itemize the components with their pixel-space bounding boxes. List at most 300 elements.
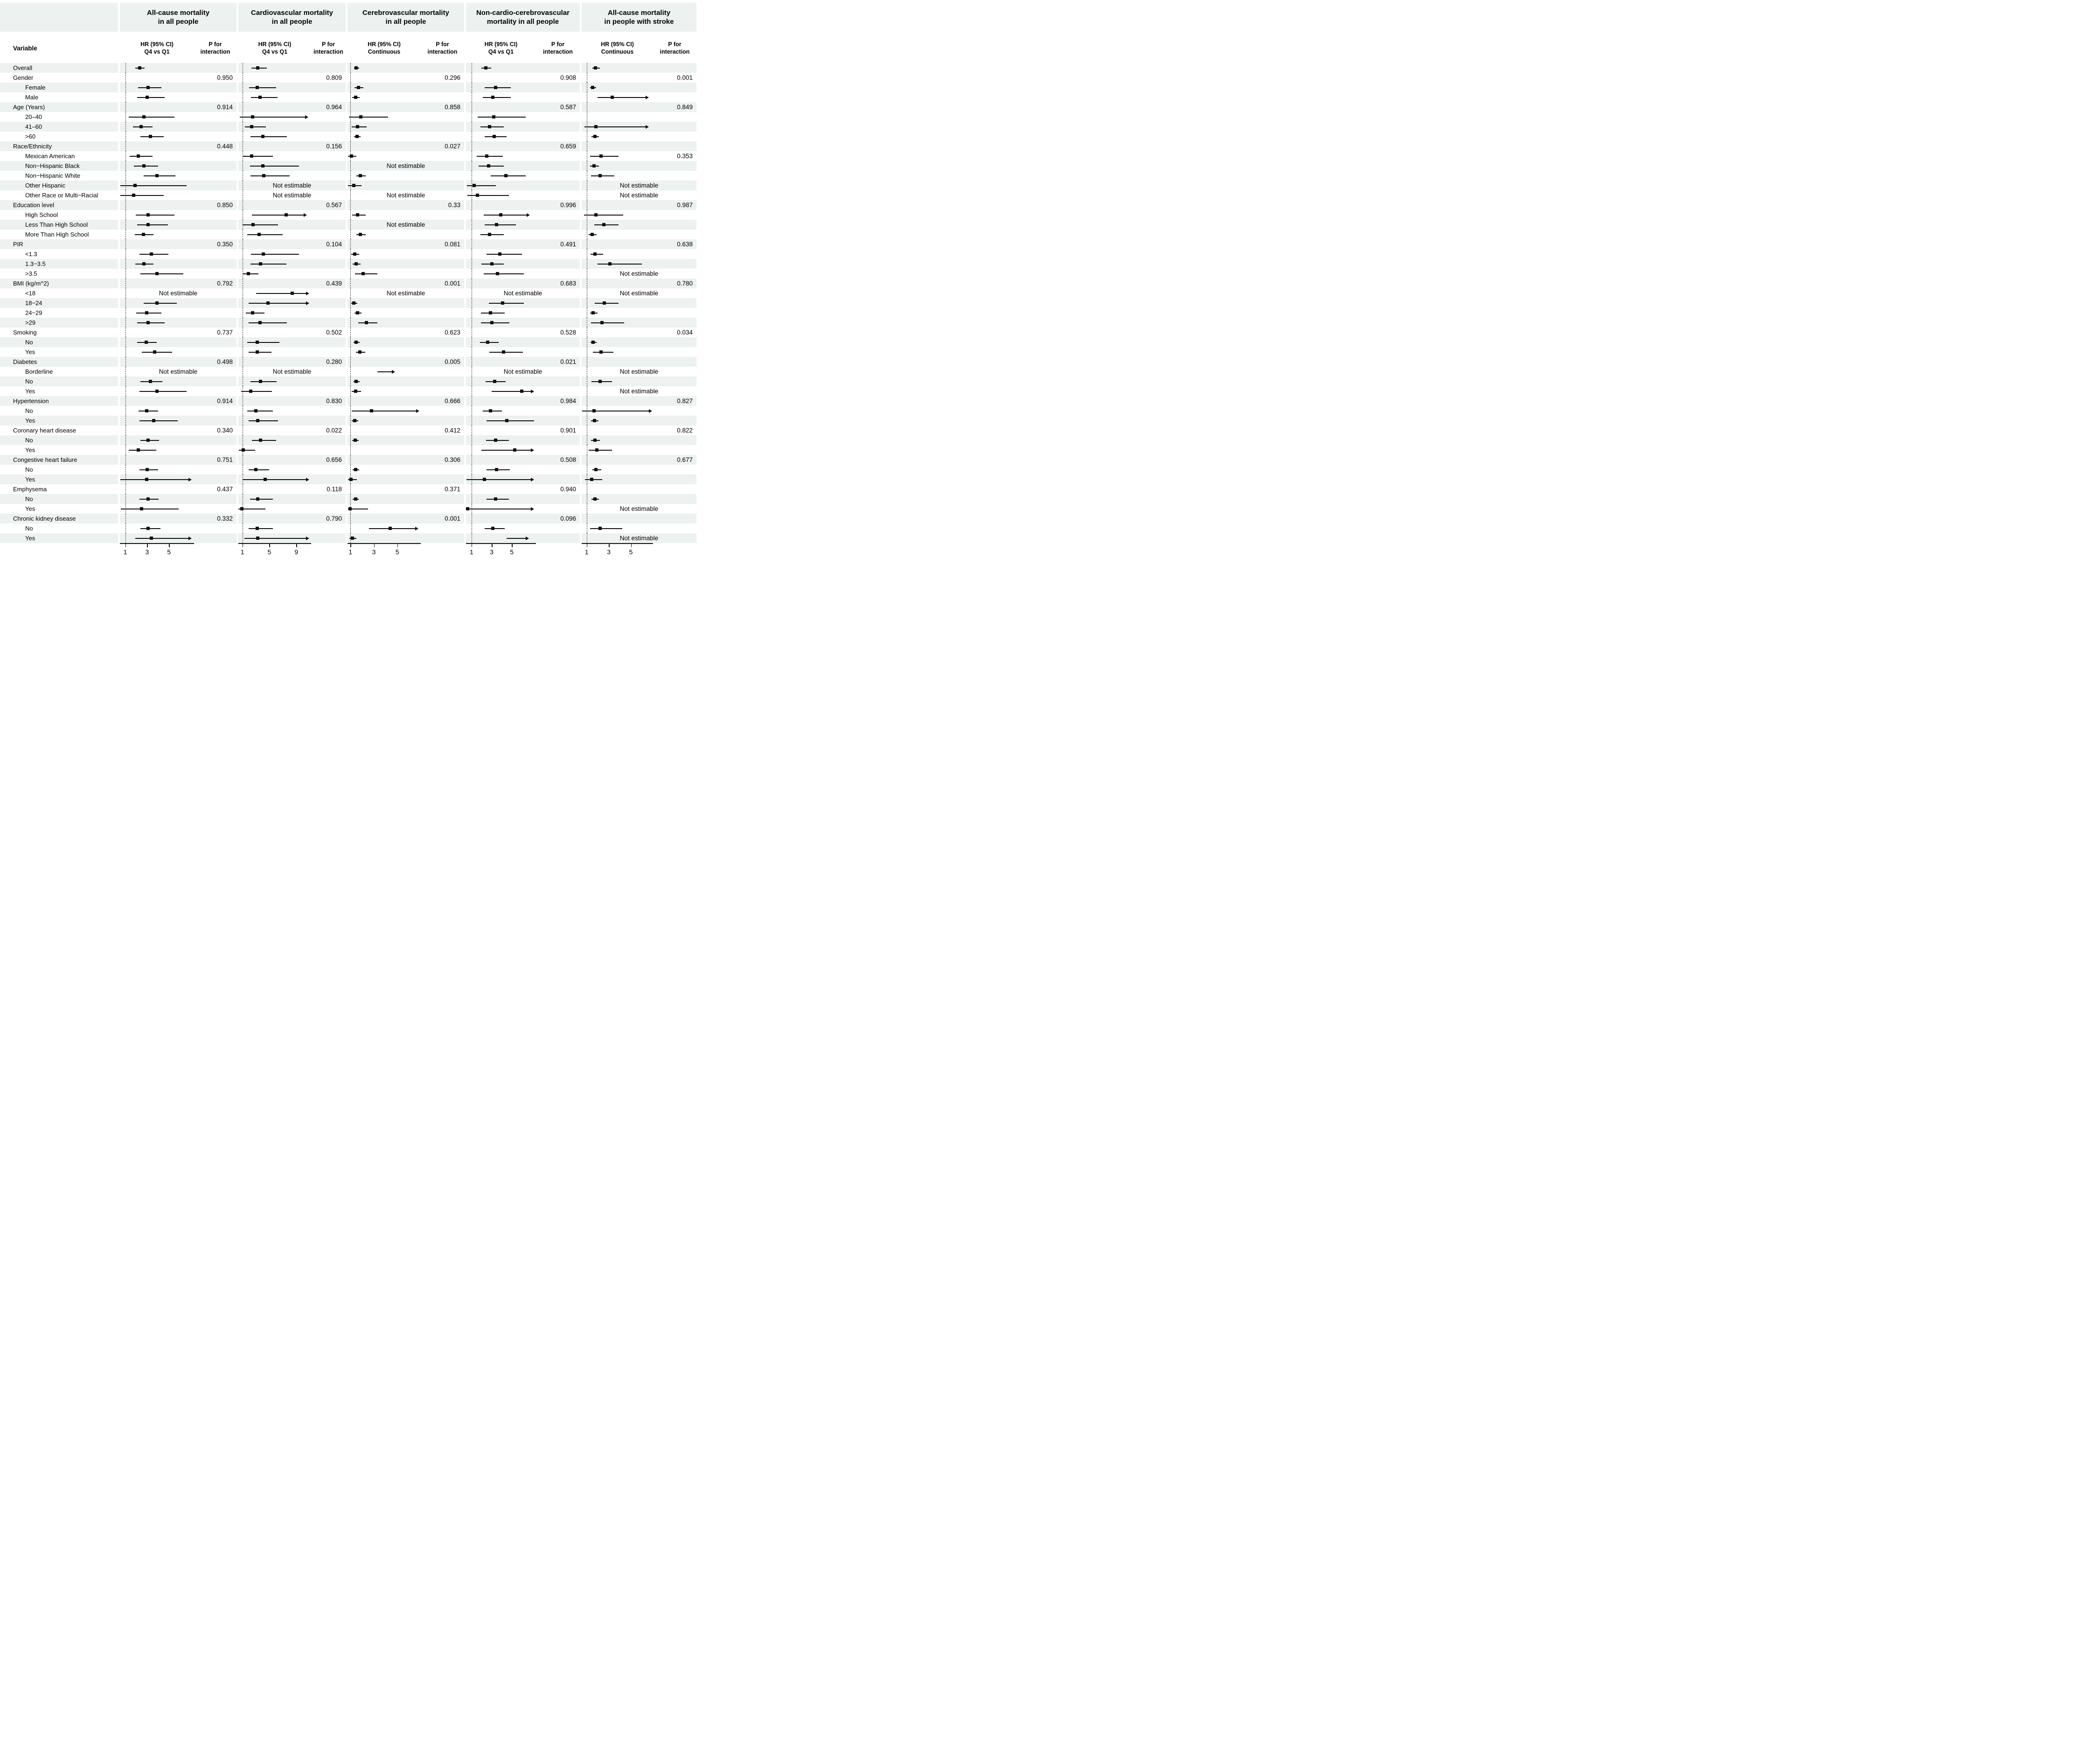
forest-panel-cell: [582, 63, 696, 73]
forest-panel-cell: [238, 200, 346, 210]
forest-panel-cell: [348, 190, 464, 200]
point-estimate-marker: [146, 96, 149, 99]
forest-plot-cell: [466, 455, 536, 465]
estimate-header-line: Continuous: [601, 49, 634, 55]
forest-panel-cell: [120, 112, 236, 122]
p-value: 0.659: [560, 143, 576, 150]
reference-line: [125, 523, 126, 533]
forest-panel-cell: [348, 298, 464, 308]
forest-plot-cell: [582, 445, 653, 455]
forest-plot-cell: [582, 132, 653, 141]
reference-line: [125, 83, 126, 92]
forest-panel-cell: [466, 171, 580, 181]
forest-plot-cell: [466, 484, 536, 494]
point-estimate-marker: [146, 497, 150, 501]
reference-line: [350, 386, 351, 396]
p-value: 0.850: [217, 202, 233, 209]
forest-plot-cell: [120, 386, 194, 396]
reference-line: [350, 73, 351, 83]
p-value: 0.914: [217, 104, 233, 111]
table-row: [0, 249, 696, 259]
table-row: [0, 533, 696, 543]
forest-panel-cell: [582, 425, 696, 435]
forest-plot-cell: [120, 230, 194, 239]
point-estimate-marker: [247, 272, 250, 275]
point-estimate-marker: [146, 439, 150, 442]
p-value: 0.587: [560, 104, 576, 111]
estimate-header-line: HR (95% CI): [258, 41, 292, 48]
point-estimate-marker: [348, 507, 352, 510]
ci-line: [585, 479, 602, 480]
ci-line: [249, 322, 287, 323]
reference-line: [125, 102, 126, 112]
p-value-cell: [536, 455, 580, 465]
p-value: 0.001: [445, 280, 460, 287]
point-estimate-marker: [285, 213, 288, 216]
point-estimate-marker: [594, 468, 598, 471]
forest-plot-cell: [348, 406, 421, 416]
forest-plot-cell: [120, 318, 194, 328]
forest-panel-cell: [348, 200, 464, 210]
p-value-cell: [421, 514, 464, 523]
forest-panel-cell: [238, 357, 346, 367]
forest-panel-cell: [348, 396, 464, 406]
forest-plot-cell: [120, 474, 194, 484]
table-row: [0, 514, 696, 523]
forest-panel-cell: [238, 425, 346, 435]
p-value-cell: [421, 73, 464, 83]
p-value: 0.448: [217, 143, 233, 150]
forest-panel-cell: [582, 494, 696, 504]
forest-panel-cell: [348, 318, 464, 328]
forest-plot-cell: [348, 523, 421, 533]
forest-plot-cell: [466, 494, 536, 504]
forest-panel-cell: [120, 533, 236, 543]
forest-panel-cell: [120, 377, 236, 386]
forest-panel-cell: [348, 269, 464, 279]
forest-plot-cell: [582, 357, 653, 367]
forest-panel-cell: [238, 83, 346, 92]
forest-plot-cell: [238, 259, 311, 269]
p-value-cell: [421, 328, 464, 337]
row-label: Yes: [25, 349, 35, 356]
ci-line: [129, 450, 157, 451]
p-value: 0.001: [445, 515, 460, 522]
forest-panel-cell: [120, 328, 236, 337]
forest-panel-cell: [238, 504, 346, 514]
ci-line: [250, 166, 299, 167]
row-label: >29: [0, 318, 118, 328]
panel-title-all-cause: [120, 3, 236, 32]
forest-plot-cell: [120, 210, 194, 220]
forest-plot-cell: [582, 190, 653, 200]
forest-plot-cell: [238, 367, 311, 377]
forest-panel-cell: [466, 523, 580, 533]
reference-line: [350, 406, 351, 416]
point-estimate-marker: [146, 321, 150, 324]
point-estimate-marker: [594, 213, 598, 216]
reference-line: [350, 435, 351, 445]
reference-line: [125, 249, 126, 259]
forest-panel-cell: [466, 396, 580, 406]
forest-panel-cell: [238, 249, 346, 259]
ci-line: [507, 538, 526, 539]
point-estimate-marker: [488, 233, 491, 236]
table-row: [0, 445, 696, 455]
forest-panel-cell: [582, 83, 696, 92]
ci-line: [251, 254, 299, 255]
estimate-column-header: [120, 33, 194, 63]
reference-line: [125, 533, 126, 543]
row-label: <18: [25, 290, 36, 297]
forest-plot-cell: [348, 210, 421, 220]
point-estimate-marker: [155, 301, 159, 305]
row-label: Less Than High School: [0, 220, 118, 230]
p-value-cell: [421, 484, 464, 494]
forest-plot-cell: [348, 269, 421, 279]
p-value-cell: [536, 200, 580, 210]
row-label: No: [25, 466, 33, 473]
forest-plot-cell: [582, 455, 653, 465]
p-value-cell: [653, 328, 696, 337]
p-value-cell: [194, 102, 236, 112]
row-label: Other Race or Multi−Racial: [25, 192, 98, 199]
forest-plot-cell: [238, 455, 311, 465]
forest-plot-cell: [238, 494, 311, 504]
ci-line: [485, 87, 511, 88]
point-estimate-marker: [598, 527, 602, 530]
point-estimate-marker: [149, 380, 152, 383]
axis-tick: [609, 544, 610, 547]
forest-plot-cell: [120, 190, 194, 200]
ci-line: [245, 126, 266, 127]
p-value-cell: [536, 141, 580, 151]
forest-plot-cell: [466, 259, 536, 269]
forest-plot-cell: [120, 239, 194, 249]
p-value: 0.371: [445, 486, 460, 493]
forest-plot-cell: [466, 230, 536, 239]
ci-line: [480, 342, 499, 343]
p-value-cell: [311, 425, 346, 435]
forest-panel-cell: [348, 161, 464, 171]
forest-panel-cell: [348, 220, 464, 230]
axis-tick-label: 3: [372, 548, 376, 556]
forest-plot-cell: [466, 210, 536, 220]
forest-plot-cell: [120, 181, 194, 190]
point-estimate-marker: [258, 96, 262, 99]
forest-plot-cell: [120, 406, 194, 416]
forest-plot-cell: [238, 396, 311, 406]
point-estimate-marker: [251, 311, 254, 314]
row-label: Overall: [0, 63, 118, 73]
forest-plot-cell: [120, 523, 194, 533]
p-value-cell: [653, 239, 696, 249]
ci-line: [352, 126, 367, 127]
point-estimate-marker: [259, 262, 262, 265]
p-value-cell: [311, 396, 346, 406]
reference-line: [125, 337, 126, 347]
point-estimate-marker: [359, 115, 362, 119]
p-value: 0.683: [560, 280, 576, 287]
arrow-right-icon: [416, 409, 419, 413]
forest-panel-cell: [238, 406, 346, 416]
forest-plot-cell: [466, 308, 536, 318]
ci-line: [598, 264, 642, 265]
estimate-header-line: HR (95% CI): [484, 41, 518, 48]
forest-plot-cell: [466, 151, 536, 161]
point-estimate-marker: [359, 233, 362, 236]
ci-line: [244, 538, 306, 539]
ci-line: [135, 538, 189, 539]
forest-panel-cell: [466, 377, 580, 386]
forest-plot-cell: [348, 73, 421, 83]
reference-line: [350, 269, 351, 279]
point-estimate-marker: [594, 66, 597, 70]
forest-panel-cell: [582, 445, 696, 455]
forest-plot-cell: [348, 151, 421, 161]
p-value-cell: [421, 455, 464, 465]
forest-panel-cell: [238, 63, 346, 73]
forest-plot-cell: [348, 230, 421, 239]
forest-plot-cell: [238, 210, 311, 220]
reference-line: [125, 63, 126, 73]
forest-plot-cell: [582, 210, 653, 220]
row-label: More Than High School: [25, 231, 89, 238]
forest-plot-cell: [238, 112, 311, 122]
forest-panel-cell: [120, 425, 236, 435]
reference-line: [125, 357, 126, 367]
forest-panel-cell: [582, 533, 696, 543]
forest-plot-cell: [238, 92, 311, 102]
forest-plot-cell: [120, 220, 194, 230]
forest-panel-cell: [120, 523, 236, 533]
forest-plot-cell: [238, 102, 311, 112]
ci-line: [137, 322, 164, 323]
p-value: 0.332: [217, 515, 233, 522]
axis-panel-cell: [466, 543, 580, 565]
forest-panel-cell: [120, 239, 236, 249]
p-value: 0.412: [445, 427, 460, 434]
p-header-line: P for: [209, 41, 222, 48]
point-estimate-marker: [262, 252, 265, 256]
point-estimate-marker: [149, 135, 152, 138]
table-row: [0, 484, 696, 494]
estimate-header-line: HR (95% CI): [601, 41, 634, 48]
reference-line: [125, 122, 126, 132]
forest-plot-cell: [582, 269, 653, 279]
reference-line: [350, 210, 351, 220]
forest-panel-cell: [466, 435, 580, 445]
forest-plot-cell: [582, 494, 653, 504]
table-row: [0, 220, 696, 230]
axis-tick-label: 5: [167, 548, 171, 556]
point-estimate-marker: [251, 223, 255, 226]
forest-plot-cell: [348, 298, 421, 308]
ci-line: [137, 97, 164, 98]
forest-plot-cell: [238, 308, 311, 318]
forest-panel-cell: [238, 73, 346, 83]
forest-plot-cell: [238, 465, 311, 474]
forest-plot-cell: [348, 445, 421, 455]
p-value-cell: [421, 102, 464, 112]
point-estimate-marker: [493, 380, 496, 383]
forest-panel-cell: [466, 514, 580, 523]
point-estimate-marker: [484, 66, 487, 70]
forest-plot-cell: [582, 377, 653, 386]
forest-plot-cell: [348, 220, 421, 230]
ci-line: [252, 440, 276, 441]
forest-plot-cell: [582, 279, 653, 288]
p-interaction-column-header: [311, 33, 346, 63]
forest-plot-cell: [466, 83, 536, 92]
forest-plot-cell: [582, 259, 653, 269]
forest-panel-cell: [120, 151, 236, 161]
forest-plot-cell: [238, 122, 311, 132]
point-estimate-marker: [593, 419, 596, 422]
p-value-cell: [653, 102, 696, 112]
ci-line: [483, 97, 511, 98]
p-value: 0.491: [560, 241, 576, 248]
p-header-line: P for: [436, 41, 449, 48]
forest-plot-cell: [582, 465, 653, 474]
forest-plot-cell: [466, 132, 536, 141]
forest-plot-cell: [238, 73, 311, 83]
forest-plot-cell: [466, 112, 536, 122]
forest-panel-cell: [466, 337, 580, 347]
not-estimable-text: Not estimable: [272, 182, 312, 189]
point-estimate-marker: [142, 164, 146, 167]
point-estimate-marker: [489, 311, 492, 314]
forest-panel-cell: [582, 288, 696, 298]
p-interaction-column-header: [194, 33, 236, 63]
forest-panel-cell: [466, 220, 580, 230]
p-value: 0.33: [448, 202, 460, 209]
forest-panel-cell: [348, 181, 464, 190]
forest-plot-cell: [120, 357, 194, 367]
forest-plot-cell: [120, 484, 194, 494]
forest-panel-cell: [238, 161, 346, 171]
forest-panel-cell: [348, 239, 464, 249]
axis-tick-label: 1: [584, 548, 589, 556]
p-value: 0.677: [677, 456, 693, 463]
ci-line: [140, 528, 160, 529]
point-estimate-marker: [257, 233, 261, 236]
ci-line: [485, 224, 516, 225]
arrow-right-icon: [646, 96, 649, 99]
table-row: [0, 92, 696, 102]
ci-line: [491, 175, 526, 176]
variable-column-header: Variable: [13, 44, 37, 52]
point-estimate-marker: [485, 154, 488, 158]
forest-plot-cell: [582, 63, 653, 73]
row-label: Yes: [0, 416, 118, 425]
table-row: [0, 161, 696, 171]
ci-line: [136, 313, 161, 314]
p-value-cell: [536, 328, 580, 337]
forest-panel-cell: [466, 63, 580, 73]
row-label: Gender: [13, 74, 34, 81]
panel-title-line: Cardiovascular mortality: [251, 9, 333, 17]
ci-line: [485, 528, 505, 529]
forest-panel-cell: [466, 288, 580, 298]
forest-panel-cell: [348, 83, 464, 92]
p-value-cell: [536, 396, 580, 406]
forest-plot-cell: [348, 455, 421, 465]
forest-plot-cell: [238, 533, 311, 543]
ci-line: [243, 479, 306, 480]
panel-title-stroke: [582, 3, 696, 32]
forest-plot-cell: [120, 504, 194, 514]
point-estimate-marker: [133, 184, 137, 187]
ci-line: [249, 303, 306, 304]
point-estimate-marker: [350, 154, 353, 158]
forest-plot-cell: [582, 504, 653, 514]
estimate-column-header: [582, 33, 653, 63]
forest-plot-cell: [238, 200, 311, 210]
forest-panel-cell: [466, 132, 580, 141]
reference-line: [125, 465, 126, 474]
forest-panel-cell: [238, 445, 346, 455]
ci-line: [481, 450, 531, 451]
p-value-cell: [421, 200, 464, 210]
point-estimate-marker: [256, 497, 259, 501]
forest-plot-cell: [348, 249, 421, 259]
row-label: Hypertension: [0, 396, 118, 406]
p-value-cell: [653, 279, 696, 288]
p-value: 0.987: [677, 202, 693, 209]
forest-plot-cell: [120, 514, 194, 523]
point-estimate-marker: [145, 478, 148, 481]
forest-panel-cell: [348, 102, 464, 112]
p-value: 0.809: [326, 74, 342, 81]
p-value-cell: [536, 73, 580, 83]
panel-title-band: [0, 3, 696, 32]
point-estimate-marker: [355, 380, 358, 383]
axis-tick-label: 9: [294, 548, 299, 556]
forest-panel-cell: [348, 259, 464, 269]
forest-panel-cell: [348, 92, 464, 102]
forest-plot-cell: [466, 200, 536, 210]
forest-panel-cell: [348, 132, 464, 141]
forest-panel-cell: [120, 484, 236, 494]
forest-panel-cell: [120, 386, 236, 396]
forest-plot-cell: [466, 367, 536, 377]
forest-plot-cell: [120, 141, 194, 151]
point-estimate-marker: [266, 301, 270, 305]
axis-spacer: [0, 543, 118, 565]
forest-panel-cell: [120, 200, 236, 210]
point-estimate-marker: [250, 154, 253, 158]
ci-line: [256, 293, 306, 294]
forest-plot-cell: [120, 102, 194, 112]
forest-plot-cell: [238, 514, 311, 523]
forest-plot-cell: [238, 386, 311, 396]
table-row: [0, 504, 696, 514]
point-estimate-marker: [600, 321, 604, 324]
ci-line: [249, 469, 270, 470]
point-estimate-marker: [349, 478, 353, 481]
forest-panel-cell: [120, 73, 236, 83]
forest-panel-cell: [120, 298, 236, 308]
not-estimable-text: Not estimable: [619, 535, 659, 542]
forest-panel-cell: [238, 220, 346, 230]
not-estimable-text: Not estimable: [386, 162, 425, 169]
table-row: [0, 523, 696, 533]
p-value-cell: [421, 425, 464, 435]
forest-panel-cell: [582, 220, 696, 230]
reference-line: [125, 425, 126, 435]
forest-panel-cell: [582, 122, 696, 132]
